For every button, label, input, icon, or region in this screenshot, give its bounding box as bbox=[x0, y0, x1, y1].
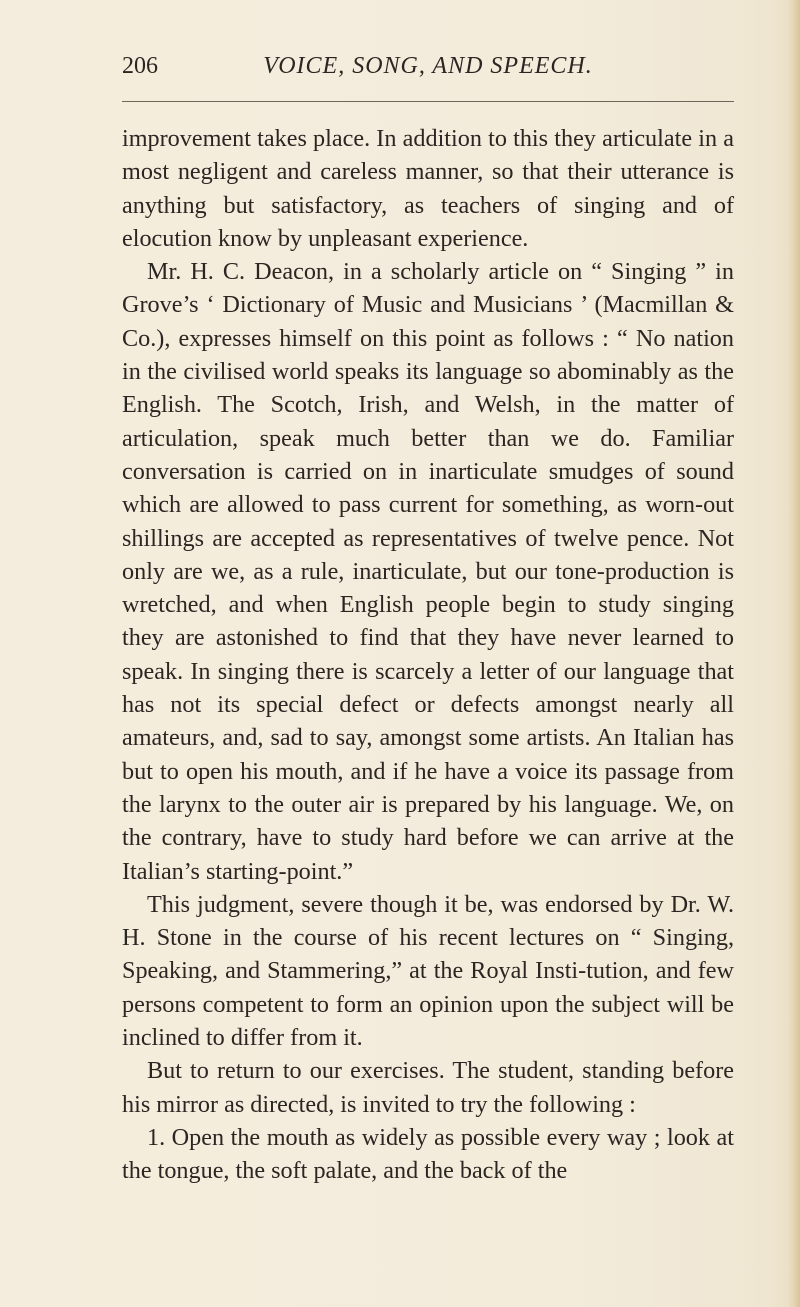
running-title: VOICE, SONG, AND SPEECH. bbox=[263, 53, 593, 79]
body-text bbox=[122, 122, 734, 1188]
paragraph-deacon-quote: Mr. H. C. Deacon, in a scholarly article on “ Singing ” in Grove’s ‘ Dictionary of Music and Musicians ’ (Macmillan & Co.), expresses himself on this point as follows : “ No nation in the civilised world speaks its language so abominably as the English. The Scotch, Irish, and Welsh, in the matter of articulation, speak much better than we do. Familiar conversation is carried on in inarticulate smudges of sound which are allowed to pass current for something, as worn-out shillings are accepted as representatives of twelve pence. Not only are we, as a rule, inarticulate, but our tone-production is wretched, and when English people begin to study singing they are astonished to find that they have never learned to speak. In singing there is scarcely a letter of our language that has not its special defect or defects amongst nearly all amateurs, and, sad to say, amongst some artists. An Italian has but to open his mouth, and if he have a voice its passage from the larynx to the outer air is prepared by his language. We, on the contrary, have to study hard before we can arrive at the Italian’s starting-point.” bbox=[122, 258, 734, 885]
paragraph-exercise-1: 1. Open the mouth as widely as possible every way ; look at the tongue, the soft palate, and the back of the bbox=[122, 1123, 734, 1185]
running-head bbox=[122, 46, 734, 86]
paragraph-stone-endorsement: This judgment, severe though it be, was endorsed by Dr. W. H. Stone in the course of his recent lectures on “ Singing, Speaking, and Stammering,” at the Royal Insti-tution, and few persons competent to form an opinion upon the subject will be inclined to differ from it. bbox=[122, 890, 734, 1052]
paragraph-continuation: improvement takes place. In addition to this they articulate in a most negligent and careless manner, so that their utterance is anything but satisfactory, as teachers of singing and of elocution know by unpleasant experience. bbox=[122, 125, 734, 252]
page-edge-shadow bbox=[788, 0, 800, 1307]
paragraph-exercises-intro: But to return to our exercises. The student, standing before his mirror as directed, is invited to try the following : bbox=[122, 1057, 734, 1118]
page-number: 206 bbox=[122, 53, 158, 79]
header-rule bbox=[122, 101, 734, 102]
